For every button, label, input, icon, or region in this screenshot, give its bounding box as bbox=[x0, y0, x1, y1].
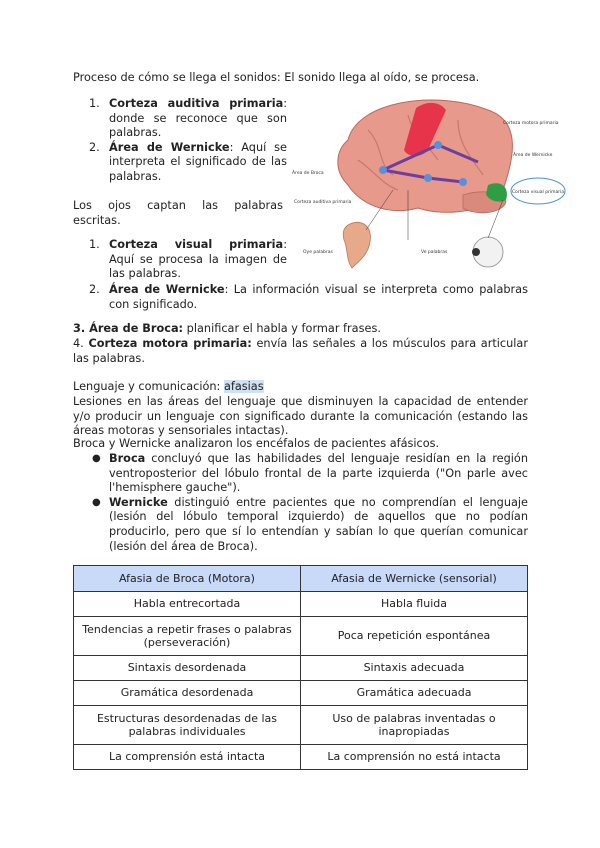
visual-steps-list bbox=[73, 238, 287, 282]
brain-language-diagram bbox=[288, 90, 568, 280]
table-cell: La comprensión está intacta bbox=[74, 745, 301, 770]
list-item: 1. Corteza visual primaria: Aquí se procesa la imagen de las palabras. bbox=[89, 238, 287, 281]
list-item: 1. Corteza auditiva primaria: donde se reconoce que son palabras. bbox=[89, 97, 287, 140]
auditory-steps-list bbox=[73, 97, 287, 185]
lesion-paragraph: Lesiones en las áreas del lenguaje que disminuyen la capacidad de entender y/o producir un lenguaje con significado durante la comunicación (estando las áreas motoras y sensoriales intactas). bbox=[73, 395, 528, 438]
table-cell: Sintaxis desordenada bbox=[74, 656, 301, 681]
table-row bbox=[74, 706, 528, 745]
label-auditory: Corteza auditiva primaria bbox=[294, 200, 352, 205]
bullet-icon: ● bbox=[92, 496, 101, 508]
table-row bbox=[74, 745, 528, 770]
step-3-paragraph: 3. Área de Broca: planificar el habla y formar frases. bbox=[73, 322, 381, 335]
table-cell: Uso de palabras inventadas o inapropiadas bbox=[301, 706, 528, 745]
label-visual: Corteza visual primaria bbox=[511, 190, 565, 195]
list-item: ● Broca concluyó que las habilidades del lenguaje residían en la región ventroposterior del lóbulo frontal de la parte izquierda ("On parle avec l'hemisphere gauche"). bbox=[92, 452, 528, 495]
broca-wernicke-paragraph: Broca y Wernicke analizaron los encéfalos de pacientes afásicos. bbox=[73, 437, 440, 450]
term: Área de Wernicke bbox=[109, 283, 225, 296]
term: Corteza auditiva primaria bbox=[109, 97, 284, 110]
eyes-text: Los ojos captan las palabras escritas. bbox=[73, 199, 283, 227]
table-row bbox=[74, 617, 528, 656]
highlighted-term: afasias bbox=[223, 380, 264, 393]
table-cell: Gramática desordenada bbox=[74, 681, 301, 706]
table-cell: Gramática adecuada bbox=[301, 681, 528, 706]
step-4-paragraph: 4. Corteza motora primaria: envía las señales a los músculos para articular las palabras. bbox=[73, 337, 529, 365]
list-item: 2. Área de Wernicke: Aquí se interpreta el significado de las palabras. bbox=[89, 140, 287, 183]
table-cell: Habla fluida bbox=[301, 592, 528, 617]
label-motor: Corteza motora primaria bbox=[503, 121, 559, 126]
label-broca: Área de Broca bbox=[292, 171, 324, 176]
label-ear: Oye palabras bbox=[303, 250, 333, 255]
table-cell: Tendencias a repetir frases o palabras (perseveración) bbox=[74, 617, 301, 656]
list-item: ● Wernicke distinguió entre pacientes que no comprendían el lenguaje (lesión del lóbulo temporal izquierdo) de aquellos que no podían producirlo, pero que sí lo entendían y sabían lo que querían comunicar (lesión del área de Broca). bbox=[92, 495, 528, 553]
table-header-row bbox=[74, 566, 528, 592]
intro-text: Proceso de cómo se llega el sonidos: El sonido llega al oído, se procesa. bbox=[73, 71, 480, 84]
column-header: Afasia de Broca (Motora) bbox=[74, 566, 301, 592]
label-wernicke: Área de Wernicke bbox=[513, 153, 553, 158]
column-header: Afasia de Wernicke (sensorial) bbox=[301, 566, 528, 592]
table-row bbox=[74, 681, 528, 706]
table-cell: Estructuras desordenadas de las palabras individuales bbox=[74, 706, 301, 745]
table-cell: La comprensión no está intacta bbox=[301, 745, 528, 770]
bullet-list bbox=[73, 452, 528, 554]
table-cell: Poca repetición espontánea bbox=[301, 617, 528, 656]
label-eye: Ve palabras bbox=[421, 250, 448, 255]
section-heading-language: Lenguaje y comunicación: afasias bbox=[73, 380, 264, 393]
visual-steps-list-cont bbox=[73, 283, 528, 312]
table-cell: Habla entrecortada bbox=[74, 592, 301, 617]
table-row bbox=[74, 656, 528, 681]
table-row bbox=[74, 592, 528, 617]
list-item: 2. Área de Wernicke: La información visual se interpreta como palabras con significado. bbox=[89, 283, 528, 311]
aphasia-comparison-table bbox=[73, 565, 528, 770]
term: Corteza visual primaria bbox=[109, 238, 284, 251]
term: Área de Wernicke bbox=[109, 140, 230, 154]
bullet-icon: ● bbox=[92, 453, 101, 464]
table-cell: Sintaxis adecuada bbox=[301, 656, 528, 681]
